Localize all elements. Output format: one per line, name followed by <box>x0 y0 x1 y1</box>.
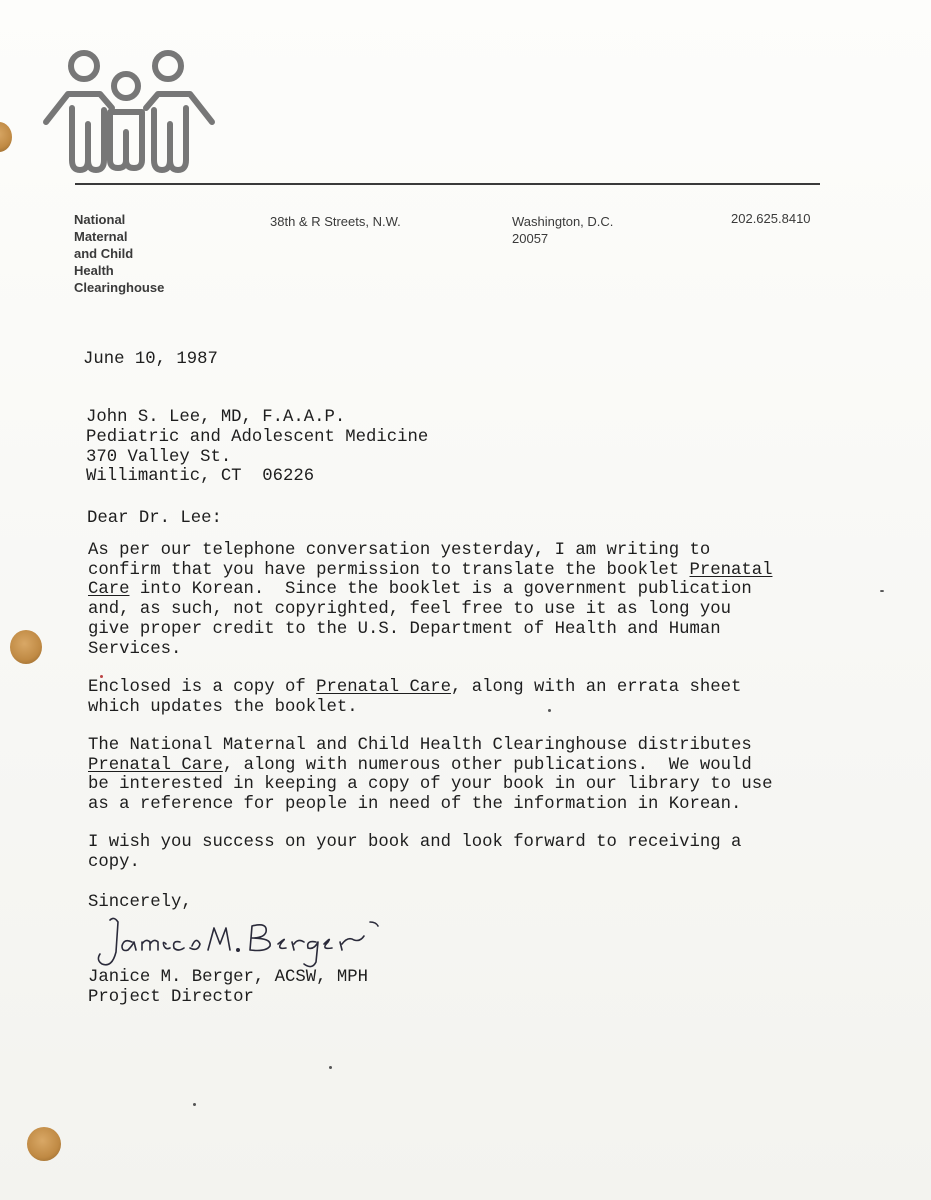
body-text: into Korean. Since the booklet is a government publication <box>129 580 752 599</box>
paper-speck <box>100 675 103 678</box>
handwritten-signature <box>92 912 382 974</box>
paper-speck <box>193 1103 196 1106</box>
clearinghouse-logo-icon <box>40 48 218 176</box>
body-line <box>88 580 752 600</box>
booklet-title: Prenatal <box>689 561 773 580</box>
recipient-name: John S. Lee, MD, F.A.A.P. <box>86 408 346 427</box>
booklet-title: Prenatal Care <box>88 756 223 775</box>
body-line: as a reference for people in need of the information in Korean. <box>88 795 742 814</box>
letterhead-city: Washington, D.C. 20057 <box>512 214 614 246</box>
body-text: Enclosed is a copy of <box>88 678 317 697</box>
body-text: confirm that you have permission to translate the booklet <box>88 561 690 580</box>
recipient-practice: Pediatric and Adolescent Medicine <box>86 428 429 447</box>
booklet-title: Care <box>88 580 130 599</box>
body-line: which updates the booklet. <box>88 698 358 717</box>
body-line <box>88 561 772 581</box>
paper-speck <box>880 590 884 592</box>
letterhead-street: 38th & R Streets, N.W. <box>270 214 401 229</box>
salutation: Dear Dr. Lee: <box>87 509 222 528</box>
booklet-title: Prenatal Care <box>316 678 451 697</box>
signer-title: Project Director <box>88 988 254 1007</box>
body-line: Services. <box>88 640 182 659</box>
body-line: The National Maternal and Child Health Clearinghouse distributes <box>88 736 752 755</box>
body-line: give proper credit to the U.S. Department of Health and Human <box>88 620 721 639</box>
body-line <box>88 756 752 776</box>
binder-hole-bottom <box>27 1127 61 1161</box>
letter-date: June 10, 1987 <box>83 350 218 369</box>
binder-hole-middle <box>10 630 42 664</box>
body-line: and, as such, not copyrighted, feel free to use it as long you <box>88 600 731 619</box>
letterhead-phone: 202.625.8410 <box>731 211 811 226</box>
binder-hole-top <box>0 122 12 152</box>
body-line: copy. <box>88 853 140 872</box>
paper-speck <box>548 709 551 712</box>
body-line: I wish you success on your book and look forward to receiving a <box>88 833 742 852</box>
body-text: , along with numerous other publications. We would <box>222 756 752 775</box>
body-line <box>88 678 741 698</box>
recipient-city: Willimantic, CT 06226 <box>86 467 315 486</box>
recipient-street: 370 Valley St. <box>86 448 232 467</box>
letterhead-organization: National Maternal and Child Health Clearinghouse <box>74 212 165 295</box>
body-line: As per our telephone conversation yesterday, I am writing to <box>88 541 711 560</box>
body-text: , along with an errata sheet <box>450 678 742 697</box>
paper-speck <box>329 1066 332 1069</box>
closing: Sincerely, <box>88 893 192 912</box>
body-line: be interested in keeping a copy of your book in our library to use <box>88 775 773 794</box>
letterhead-rule <box>75 183 820 185</box>
signer-name: Janice M. Berger, ACSW, MPH <box>88 968 369 987</box>
